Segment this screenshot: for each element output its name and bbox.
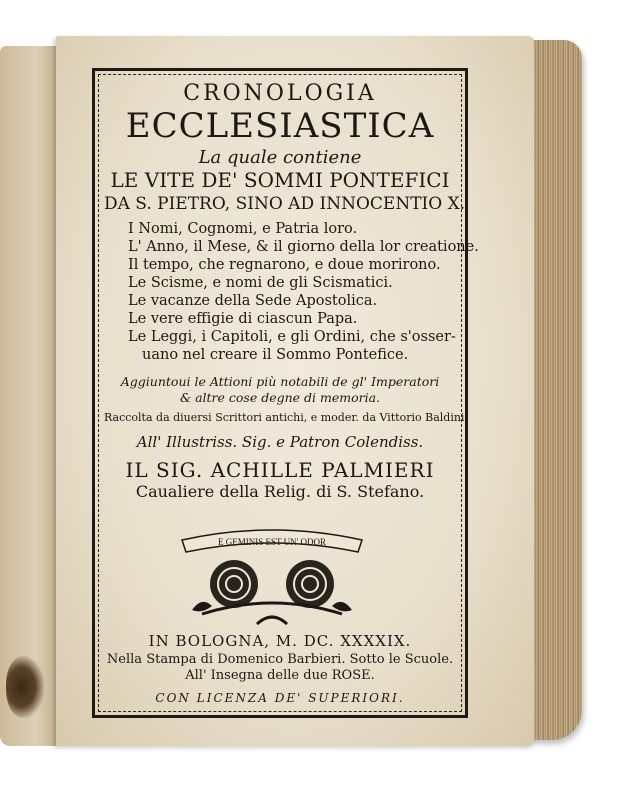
subtitle-range: DA S. PIETRO, SINO AD INNOCENTIO X.	[104, 194, 466, 215]
compiler-line: Raccolta da diuersi Scrittori antichi, e moder. da Vittorio Baldini.	[104, 411, 468, 425]
two-roses-emblem-icon	[172, 522, 372, 632]
dedicatee-name: IL SIG. ACHILLE PALMIERI	[125, 457, 435, 482]
ink-stain	[6, 656, 44, 718]
imprint-block	[104, 632, 456, 705]
list-item: uano nel creare il Sommo Pontefice.	[142, 347, 409, 364]
list-item: Le Leggi, i Capitoli, e gli Ordini, che s'osser-	[128, 329, 456, 346]
list-item: Le Scisme, e nomi de gli Scismatici.	[128, 275, 393, 292]
title-block	[104, 80, 479, 501]
list-item: Le vacanze della Sede Apostolica.	[128, 293, 378, 310]
dedication-line: All' Illustriss. Sig. e Patron Colendiss.	[136, 433, 424, 452]
emblem-motto: E GEMINIS EST UN' ODOR	[218, 537, 326, 547]
title-cronologia: CRONOLOGIA	[183, 81, 377, 106]
list-item: Le vere effigie di ciascun Papa.	[128, 311, 358, 328]
additions-line: & altre cose degne di memoria.	[179, 390, 381, 406]
contents-list	[104, 220, 479, 364]
imprint-printer: Nella Stampa di Domenico Barbieri. Sotto le Scuole.	[106, 652, 454, 667]
subtitle-la-quale: La quale contiene	[198, 146, 362, 168]
imprint-place-date: IN BOLOGNA, M. DC. XXXXIX.	[148, 632, 412, 650]
list-item: L' Anno, il Mese, & il giorno della lor creatione.	[128, 239, 479, 256]
dedicatee-title: Caualiere della Relig. di S. Stefano.	[135, 481, 425, 501]
list-item: I Nomi, Cognomi, e Patria loro.	[128, 221, 358, 238]
license-line: CON LICENZA DE' SUPERIORI.	[155, 691, 405, 705]
subtitle-vite: LE VITE DE' SOMMI PONTEFICI	[110, 168, 450, 193]
additions-note	[104, 374, 456, 406]
list-item: Il tempo, che regnarono, e doue morirono.	[128, 257, 441, 274]
title-ecclesiastica: ECCLESIASTICA	[125, 106, 435, 147]
imprint-sign: All' Insegna delle due ROSE.	[185, 668, 375, 683]
additions-line: Aggiuntoui le Attioni più notabili de gl' Imperatori	[120, 374, 440, 390]
